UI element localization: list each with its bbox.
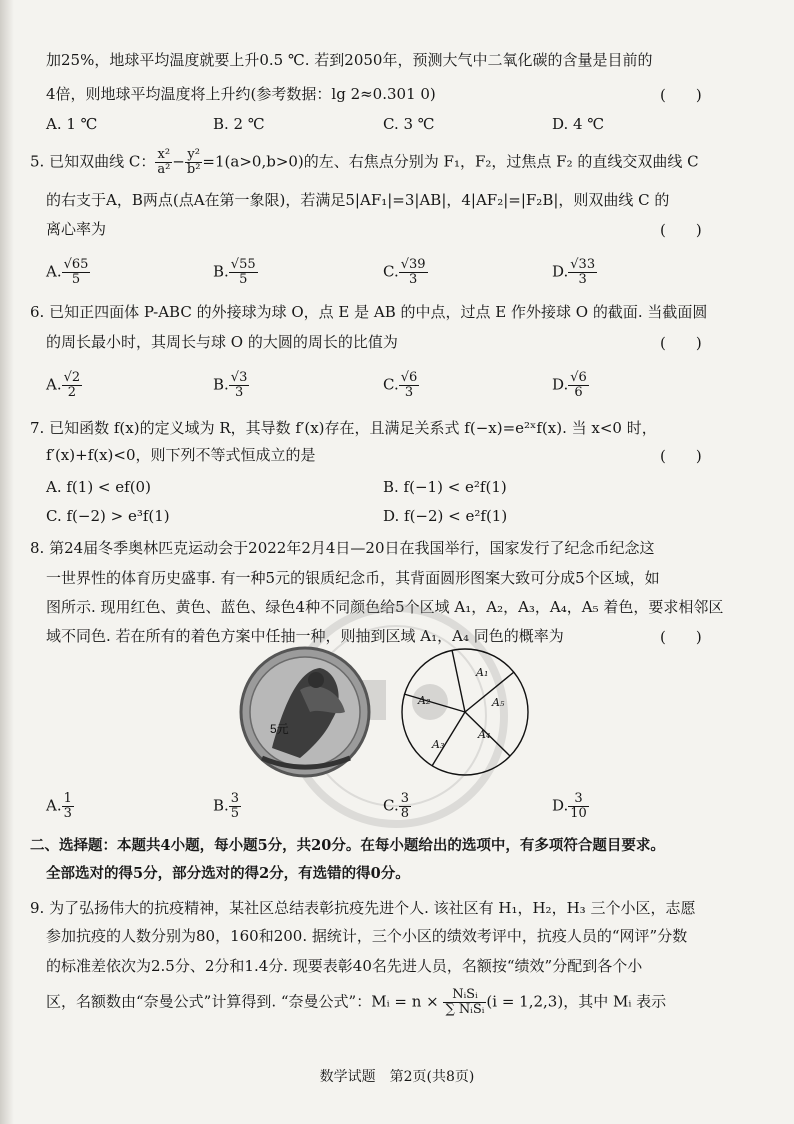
page-footer: 数学试题 第2页(共8页) [319,1069,475,1085]
q8-option-b: B. $\frac{3}{5}$ [213,791,240,821]
q4-option-d: D. 4 ℃ [552,115,605,133]
q8-answer-paren: ( ) [660,628,702,646]
region-a5: A₅ [492,696,505,709]
q7-line2: f′(x)+f(x)<0，则下列不等式恒成立的是 [46,446,316,464]
q5-prefix: 5. 已知双曲线 C： [30,152,156,171]
q5-option-c: C. $\frac{√39}{3}$ [383,257,426,287]
q9-line1: 9. 为了弘扬伟大的抗疫精神，某社区总结表彰抗疫先进个人. 该社区有 H₁，H₂，H₃ 三个小区，志愿 [30,899,696,917]
q8-line3: 图所示. 现用红色、黄色、蓝色、绿色4种不同颜色给5个区域 A₁，A₂，A₃，A₄，A₅ 着色，要求相邻区 [46,598,724,616]
q7-answer-paren: ( ) [660,447,702,465]
q8-option-d: D. $\frac{3}{10}$ [552,791,587,821]
q8-line2: 一世界性的体育历史盛事. 有一种5元的银质纪念币，其背面圆形图案大致可分成5个区域，如 [46,569,660,587]
q4-option-b: B. 2 ℃ [213,115,265,133]
q4-line2: 4倍，则地球平均温度将上升约(参考数据：lg 2≈0.301 0) [46,85,436,103]
q6-line2: 的周长最小时，其周长与球 O 的大圆的周长的比值为 [46,333,398,351]
commemorative-coin [241,648,369,776]
q5-line2: 的右支于A，B两点(点A在第一象限)，若满足5|AF₁|=3|AB|，4|AF₂|=|F₂B|，则双曲线 C 的 [46,191,670,209]
q7-line1: 7. 已知函数 f(x)的定义域为 R，其导数 f′(x)存在，且满足关系式 f(−x)=e²ˣf(x). 当 x<0 时， [30,419,657,437]
q9-line4: 区，名额数由“奈曼公式”计算得到. “奈曼公式”：Mᵢ = n × $\frac{\text{NᵢSᵢ}}{\text{∑ NᵢSᵢ}}$ (i = 1,2,3)，其中 Mᵢ 表示 [46,987,667,1017]
q7-option-a: A. f(1) < ef(0) [46,478,151,496]
q7-option-d: D. f(−2) < e²f(1) [383,507,508,525]
q6-option-a: A. $\frac{√2}{2}$ [46,370,81,400]
q5-line3: 离心率为 [46,220,107,238]
region-a2: A₂ [418,694,431,707]
q5-option-d: D. $\frac{√33}{3}$ [552,257,596,287]
q8-option-c: C. $\frac{3}{8}$ [383,791,409,821]
q5-option-a: A. $\frac{√65}{5}$ [46,257,89,287]
q9-line3: 的标准差依次为2.5分、2分和1.4分. 现要表彰40名先进人员，名额按“绩效”分配到各个小 [46,957,643,975]
q8-line1: 8. 第24届冬季奥林匹克运动会于2022年2月4日—20日在我国举行，国家发行了纪念币纪念这 [30,539,655,557]
q4-line1: 加25%，地球平均温度就要上升0.5 ℃. 若到2050年，预测大气中二氧化碳的含量是目前的 [46,51,653,69]
q8-option-a: A. $\frac{1}{3}$ [46,791,72,821]
q9-line2: 参加抗疫的人数分别为80，160和200. 据统计，三个小区的绩效考评中，抗疫人员的“网评”分数 [46,927,688,945]
coin-label: 5元 [270,722,289,736]
q7-option-b: B. f(−1) < e²f(1) [383,478,507,496]
q5-frac-y: $\frac{\text{y²}}{\text{b²}}$ [186,147,201,177]
q6-option-d: D. $\frac{√6}{6}$ [552,370,587,400]
q6-answer-paren: ( ) [660,334,702,352]
q6-option-b: B. $\frac{√3}{3}$ [213,370,248,400]
region-a1: A₁ [476,666,489,679]
q6-line1: 6. 已知正四面体 P-ABC 的外接球为球 O，点 E 是 AB 的中点，过点 E 作外接球 O 的截面. 当截面圆 [30,303,708,321]
q5-answer-paren: ( ) [660,221,702,239]
section2-header-line1: 二、选择题：本题共4小题，每小题5分，共20分。在每小题给出的选项中，有多项符合题目要求。 [30,837,665,854]
q5-frac-x: $\frac{\text{x²}}{\text{a²}}$ [157,147,171,177]
region-a4: A₄ [478,728,491,741]
q5-suffix: (a>0,b>0)的左、右焦点分别为 F₁，F₂，过焦点 F₂ 的直线交双曲线 C [224,152,699,171]
q8-line4: 域不同色. 若在所有的着色方案中任抽一种，则抽到区域 A₁，A₄ 同色的概率为 [46,627,564,645]
q6-option-c: C. $\frac{√6}{3}$ [383,370,418,400]
neyman-formula-fraction: $\frac{\text{NᵢSᵢ}}{\text{∑ NᵢSᵢ}}$ [445,987,485,1017]
q4-answer-paren: ( ) [660,86,702,104]
region-a3: A₃ [432,738,445,751]
q5-line1: 5. 已知双曲线 C： $\frac{\text{x²}}{\text{a²}}$ − $\frac{\text{y²}}{\text{b²}}$ =1(a>0,b>0)的左、右焦点分别为 F₁，F₂，过焦点 F₂ 的直线交双曲线 C [30,147,699,177]
q4-option-a: A. 1 ℃ [46,115,98,133]
q5-option-b: B. $\frac{√55}{5}$ [213,257,256,287]
q7-option-c: C. f(−2) > e³f(1) [46,507,170,525]
section2-header-line2: 全部选对的得5分，部分选对的得2分，有选错的得0分。 [46,865,410,882]
q4-option-c: C. 3 ℃ [383,115,435,133]
